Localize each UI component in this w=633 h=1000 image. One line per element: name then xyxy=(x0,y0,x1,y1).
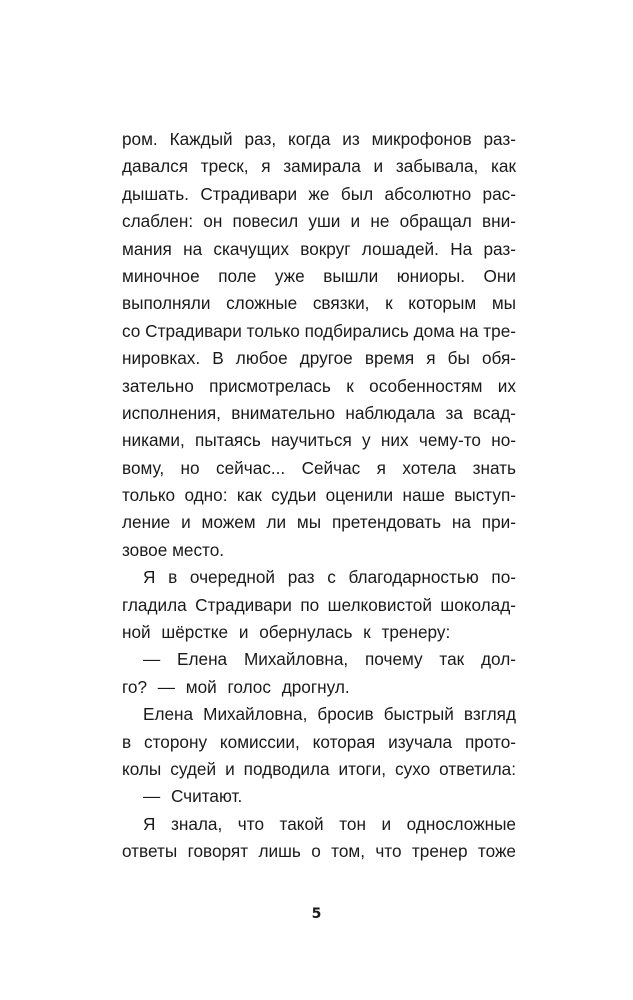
text-line: ответы говорят лишь о том, что тренер тоже xyxy=(122,841,516,862)
text-line: в сторону комиссии, которая изучала прото- xyxy=(122,731,516,752)
text-line: го? — мой голос дрогнул. xyxy=(122,676,350,697)
text-line: миночное поле уже вышли юниоры. Они xyxy=(122,265,516,286)
text-line: нировках. В любое другое время я бы обя- xyxy=(122,348,516,369)
text-line: никами, пытаясь научиться у них чему-то но- xyxy=(122,430,516,451)
text-line: вому, но сейчас... Сейчас я хотела знать xyxy=(122,457,516,478)
text-line: давался треск, я замирала и забывала, как xyxy=(122,156,516,177)
text-line: гладила Страдивари по шелковистой шоколад- xyxy=(122,594,516,615)
text-line: слаблен: он повесил уши и не обращал вни- xyxy=(122,211,516,232)
text-line: — Елена Михайловна, почему так дол- xyxy=(143,649,516,670)
text-line: мания на скачущих вокруг лошадей. На раз- xyxy=(122,238,516,259)
text-line: со Страдивари только подбирались дома на тре- xyxy=(122,320,516,341)
text-line: ление и можем ли мы претендовать на при- xyxy=(122,512,516,533)
text-line: зовое место. xyxy=(122,539,225,560)
text-line: исполнения, внимательно наблюдала за всад- xyxy=(122,402,516,423)
body-text xyxy=(122,126,516,866)
text-line: дышать. Страдивари же был абсолютно рас- xyxy=(122,183,516,204)
text-line: колы судей и подводила итоги, сухо ответила: xyxy=(122,758,516,779)
text-line: ной шёрстке и обернулась к тренеру: xyxy=(122,622,451,643)
text-line: выполняли сложные связки, к которым мы xyxy=(122,293,516,314)
page-number: 5 xyxy=(311,906,322,922)
text-line: Я знала, что такой тон и односложные xyxy=(143,813,516,834)
text-line: только одно: как судьи оценили наше выступ- xyxy=(122,485,516,506)
text-line: зательно присмотрелась к особенностям их xyxy=(122,375,516,396)
text-line: Я в очередной раз с благодарностью по- xyxy=(143,567,516,588)
text-line: — Считают. xyxy=(143,786,243,807)
text-line: ром. Каждый раз, когда из микрофонов раз- xyxy=(122,129,516,149)
text-line: Елена Михайловна, бросив быстрый взгляд xyxy=(143,704,516,725)
